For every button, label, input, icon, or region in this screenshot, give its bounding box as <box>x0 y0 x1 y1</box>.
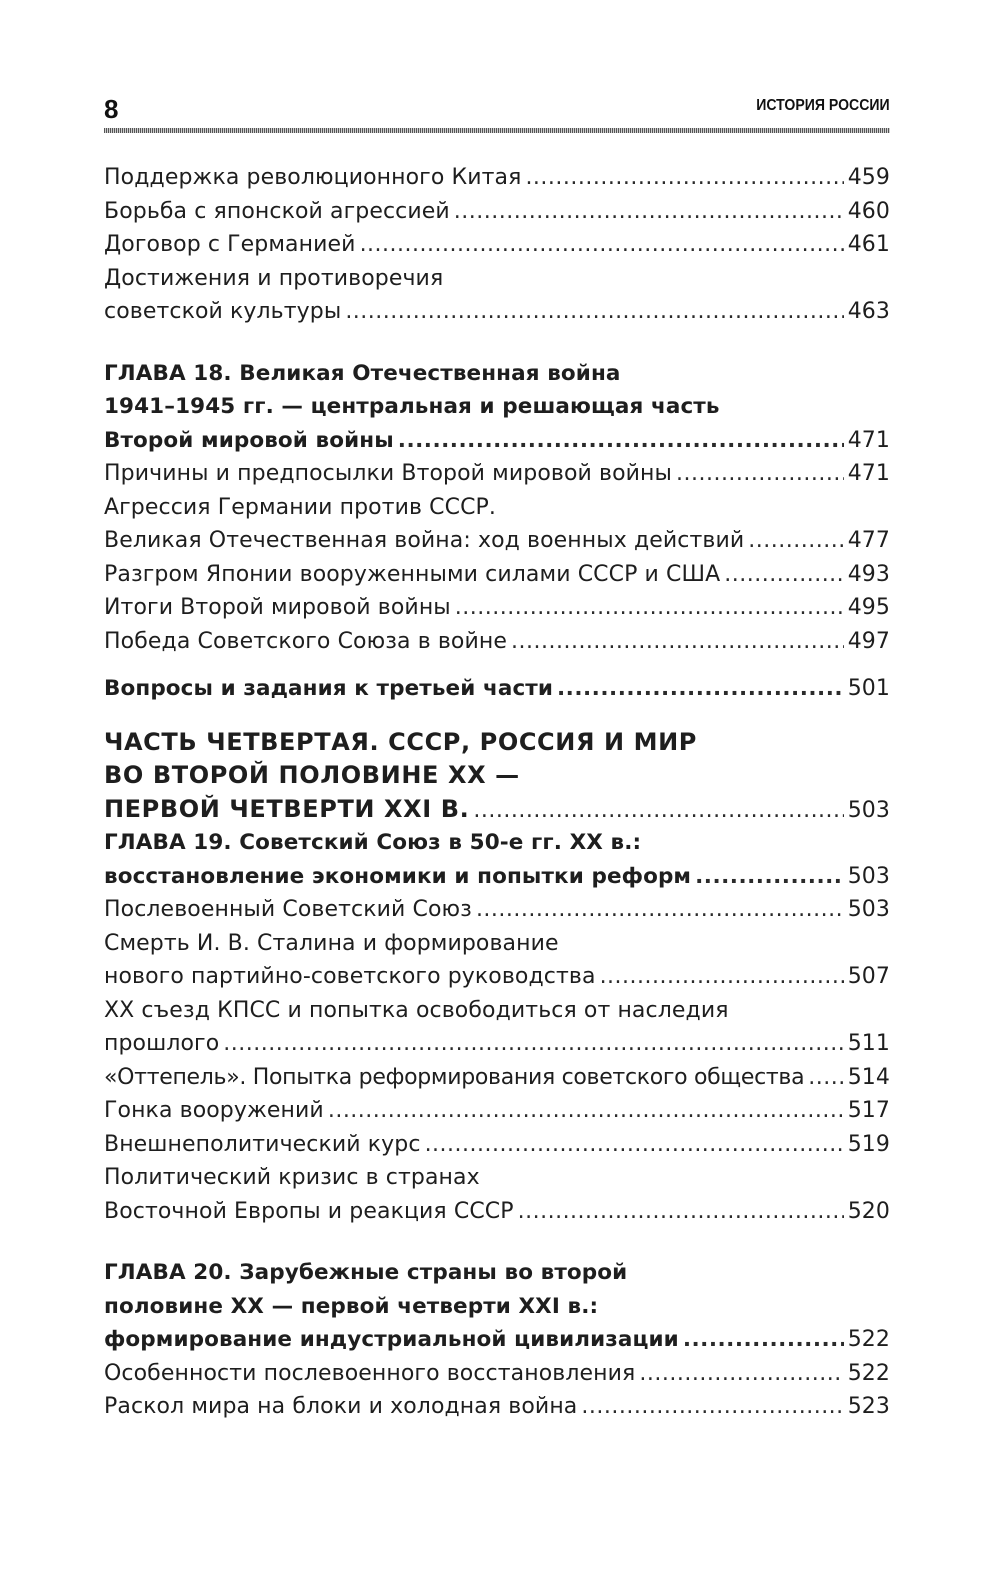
toc-entry-title: Борьба с японской агрессией <box>104 198 450 224</box>
dot-leader <box>518 1195 844 1229</box>
toc-entry <box>104 994 890 1061</box>
toc-entry <box>104 262 890 329</box>
toc-page-number: 471 <box>847 461 890 486</box>
toc-entry-title: Разгром Японии вооруженными силами СССР и США <box>104 561 721 587</box>
toc-entry-title: XX съезд КПСС и попытка освободиться от наследия <box>104 997 729 1023</box>
toc-page-number: 477 <box>847 528 890 553</box>
toc-entry <box>104 591 890 625</box>
toc-entry-title: советской культуры <box>104 299 342 324</box>
page-header <box>104 86 890 130</box>
toc-chapter-heading <box>104 826 890 893</box>
dot-leader <box>557 672 844 706</box>
toc-page-number: 459 <box>847 165 890 190</box>
toc-entry-title: Особенности послевоенного восстановления <box>104 1360 636 1386</box>
dot-leader <box>724 558 843 592</box>
toc-entry <box>104 893 890 927</box>
toc-entry-title: нового партийно-советского руководства <box>104 964 596 989</box>
dot-leader <box>695 860 844 894</box>
toc-entry <box>104 1094 890 1128</box>
dot-leader <box>476 893 844 927</box>
table-of-contents <box>104 161 890 1424</box>
toc-entry-title: формирование индустриальной цивилизации <box>104 1327 679 1352</box>
dot-leader <box>600 960 844 994</box>
toc-page-number: 503 <box>847 863 890 889</box>
toc-entry-title: половине XX — первой четверти XXI в.: <box>104 1293 599 1319</box>
toc-entry-title: Внешнеполитический курс <box>104 1131 421 1157</box>
toc-entry-title: Великая Отечественная война: ход военных действий <box>104 528 745 553</box>
toc-entry-title: Раскол мира на блоки и холодная война <box>104 1394 578 1419</box>
toc-page-number: 461 <box>847 232 890 257</box>
toc-page-number: 501 <box>847 676 890 701</box>
toc-page-number: 503 <box>847 897 890 922</box>
header-rule <box>104 128 890 133</box>
toc-section-heading <box>104 672 890 706</box>
toc-entry-title: Победа Советского Союза в войне <box>104 628 507 654</box>
toc-entry-title: Поддержка революционного Китая <box>104 165 522 190</box>
toc-entry <box>104 491 890 525</box>
toc-entry <box>104 195 890 229</box>
toc-entry-title: ВО ВТОРОЙ ПОЛОВИНЕ XX — <box>104 761 520 789</box>
dot-leader <box>398 424 844 458</box>
dot-leader <box>454 195 844 229</box>
dot-leader <box>808 1061 843 1095</box>
toc-entry <box>104 927 890 994</box>
dot-leader <box>581 1390 843 1424</box>
toc-entry <box>104 1390 890 1424</box>
toc-entry-title: 1941–1945 гг. — центральная и решающая часть <box>104 394 720 419</box>
toc-entry <box>104 625 890 659</box>
dot-leader <box>525 161 843 195</box>
dot-leader <box>676 457 844 491</box>
toc-entry-title: прошлого <box>104 1031 220 1056</box>
toc-page-number: 493 <box>847 561 890 587</box>
toc-entry <box>104 457 890 491</box>
toc-entry-title: Восточной Европы и реакция СССР <box>104 1198 514 1224</box>
toc-entry <box>104 1161 890 1228</box>
toc-entry-title: ГЛАВА 20. Зарубежные страны во второй <box>104 1260 628 1285</box>
toc-page-number: 503 <box>847 797 890 823</box>
toc-entry-title: «Оттепель». Попытка реформирования советского общества <box>104 1064 805 1090</box>
toc-page-number: 495 <box>847 595 890 620</box>
dot-leader <box>639 1357 843 1391</box>
toc-entry-title: Агрессия Германии против СССР. <box>104 494 497 520</box>
dot-leader <box>455 591 844 625</box>
toc-entry-title: Договор с Германией <box>104 232 356 257</box>
toc-entry-title: ГЛАВА 18. Великая Отечественная война <box>104 360 621 386</box>
toc-entry <box>104 1061 890 1095</box>
toc-page-number: 519 <box>847 1131 890 1157</box>
toc-entry-title: ПЕРВОЙ ЧЕТВЕРТИ XXI В. <box>104 794 470 823</box>
toc-page-number: 463 <box>847 299 890 324</box>
toc-entry-title: Смерть И. В. Сталина и формирование <box>104 930 559 956</box>
toc-entry <box>104 558 890 592</box>
dot-leader <box>683 1323 844 1357</box>
dot-leader <box>748 524 843 558</box>
toc-entry-title: восстановление экономики и попытки реформ <box>104 863 692 889</box>
toc-entry-title: Гонка вооружений <box>104 1098 324 1123</box>
dot-leader <box>345 295 843 329</box>
dot-leader <box>223 1027 843 1061</box>
toc-page-number: 520 <box>847 1198 890 1224</box>
dot-leader <box>425 1128 844 1162</box>
dot-leader <box>360 228 844 262</box>
toc-entry <box>104 524 890 558</box>
toc-page-number: 522 <box>847 1360 890 1386</box>
toc-part-heading <box>104 726 890 827</box>
dot-leader <box>328 1094 844 1128</box>
toc-page-number: 460 <box>847 198 890 224</box>
toc-entry-title: Причины и предпосылки Второй мировой войны <box>104 461 672 486</box>
toc-entry-title: Второй мировой войны <box>104 427 394 453</box>
toc-page-number: 523 <box>847 1394 890 1419</box>
toc-entry <box>104 228 890 262</box>
toc-entry-title: Итоги Второй мировой войны <box>104 595 451 620</box>
toc-entry <box>104 161 890 195</box>
toc-page-number: 507 <box>847 964 890 989</box>
toc-entry <box>104 1128 890 1162</box>
toc-entry-title: Вопросы и задания к третьей части <box>104 676 554 701</box>
toc-chapter-heading <box>104 357 890 458</box>
toc-page-number: 471 <box>847 427 890 453</box>
toc-entry <box>104 1357 890 1391</box>
toc-entry-title: Достижения и противоречия <box>104 265 444 291</box>
dot-leader <box>473 794 843 828</box>
toc-entry-title: ЧАСТЬ ЧЕТВЕРТАЯ. СССР, РОССИЯ И МИР <box>104 727 697 756</box>
toc-page-number: 511 <box>847 1031 890 1056</box>
toc-entry-title: Послевоенный Советский Союз <box>104 897 472 922</box>
toc-page-number: 522 <box>847 1327 890 1352</box>
running-title: ИСТОРИЯ РОССИИ <box>756 97 890 114</box>
toc-entry-title: Политический кризис в странах <box>104 1165 480 1190</box>
page-number: 8 <box>104 94 119 124</box>
toc-page-number: 517 <box>847 1098 890 1123</box>
toc-entry-title: ГЛАВА 19. Советский Союз в 50-е гг. XX в.: <box>104 830 642 855</box>
toc-page-number: 497 <box>847 628 890 654</box>
dot-leader <box>511 625 844 659</box>
toc-chapter-heading <box>104 1256 890 1357</box>
toc-page-number: 514 <box>847 1064 890 1090</box>
